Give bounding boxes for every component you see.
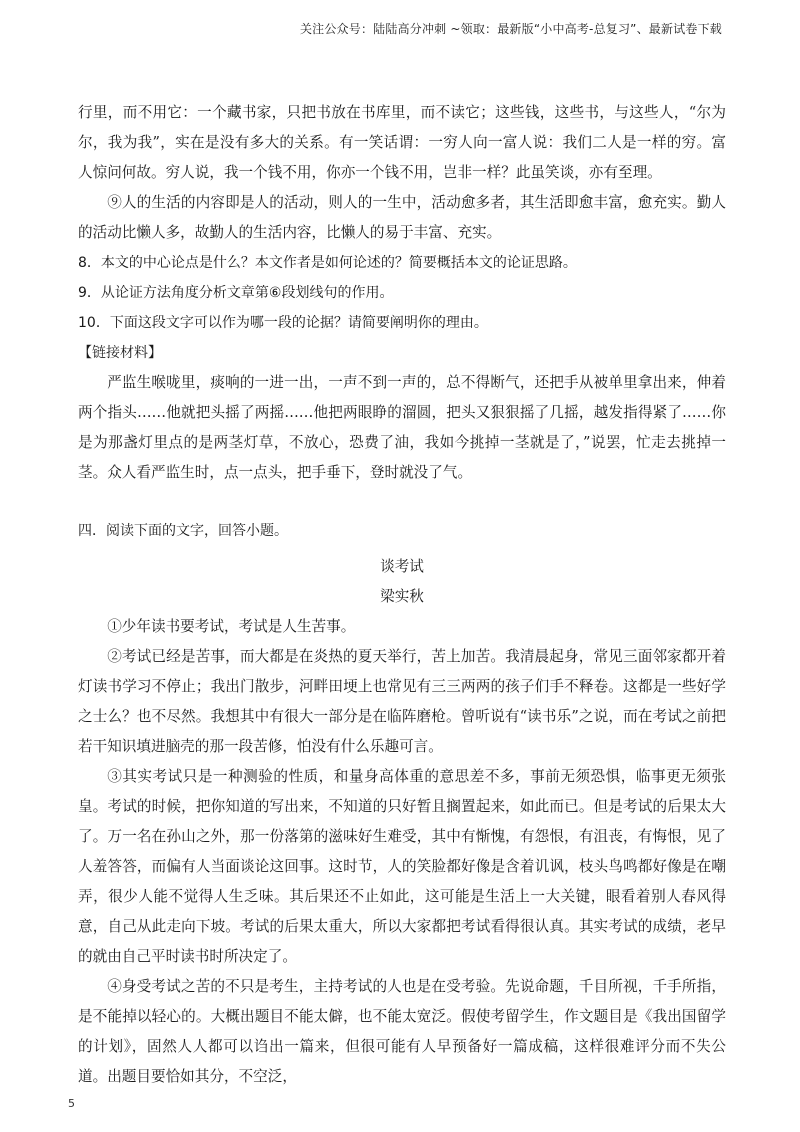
article-author: 梁实秋 <box>380 588 424 605</box>
passage-paragraph-9: ⑨人的生活的内容即是人的活动，则人的一生中，活动愈多者，其生活即愈丰富，愈充实。勤人的活动比懒人多，故勤人的生活内容，比懒人的易于丰富、充实。 <box>78 194 726 241</box>
page-content <box>78 98 726 1092</box>
link-material-text: 严监生喉咙里，痰响的一进一出，一声不到一声的，总不得断气，还把手从被单里拿出来，伸着两个指头……他就把头摇了两摇……他把两眼睁的溜圆，把头又狠狠摇了几摇，越发指得紧了……你是为那盏灯里点的是两茎灯草，不放心，恐费了油，我如今挑掉一茎就是了，”说罢，忙走去挑掉一茎。众人看严监生时，点一点头，把手垂下，登时就没了气。 <box>78 374 726 481</box>
article-title: 谈考试 <box>380 558 424 575</box>
article-paragraph-3: ③其实考试只是一种测验的性质，和量身高体重的意思差不多，事前无须恐惧，临事更无须张皇。考试的时候，把你知道的写出来，不知道的只好暂且搁置起来，如此而已。但是考试的后果太大了。万一名在孙山之外，那一份落第的滋味好生难受，其中有惭愧，有怨恨，有沮丧，有悔恨，见了人羞答答，而偏有人当面谈论这回事。这时节，人的笑脸都好像是含着讥讽，枝头鸟鸣都好像是在嘲弄，很少人能不觉得人生乏味。其后果还不止如此，这可能是生活上一大关键，眼看着别人春风得意，自己从此走向下坡。考试的后果太重大，所以大家都把考试看得很认真。其实考试的成绩，老早的就由自己平时读书时所决定了。 <box>78 768 726 965</box>
section-4-instruction: 四．阅读下面的文字，回答小题。 <box>78 523 288 539</box>
passage-paragraph-8-continued: 行里，而不用它：一个藏书家，只把书放在书库里，而不读它；这些钱，这些书，与这些人，“尔为尔，我为我”，实在是没有多大的关系。有一笑话谓：一穷人向一富人说：我们二人是一样的穷。富人惊问何故。穷人说，我一个钱不用，你亦一个钱不用，岂非一样？此虽笑谈，亦有至理。 <box>78 104 726 181</box>
article-paragraph-2: ②考试已经是苦事，而大都是在炎热的夏天举行，苦上加苦。我清晨起身，常见三面邻家都开着灯读书学习不停止；我出门散步，河畔田埂上也常见有三三两两的孩子们手不释卷。这都是一些好学之士么？也不尽然。我想其中有很大一部分是在临阵磨枪。曾听说有“读书乐”之说，而在考试之前把若干知识填进脑壳的那一段苦修，怕没有什么乐趣可言。 <box>78 648 726 755</box>
link-material-heading: 【链接材料】 <box>78 345 162 361</box>
article-paragraph-4: ④身受考试之苦的不只是考生，主持考试的人也是在受考验。先说命题，千目所视，千手所指，是不能掉以轻心的。大概出题目不能太僻，也不能太宽泛。假使考留学生，作文题目是《我出国留学的计划》，固然人人都可以诌出一篇来，但很可能有人早预备好一篇成稿，这样很难评分而不失公道。出题目要恰如其分，不空泛， <box>78 978 726 1085</box>
page-header: 关注公众号：陆陆高分冲刺 ~领取：最新版“小中高考-总复习”、最新试卷下载 <box>299 22 722 36</box>
question-10: 10．下面这段文字可以作为哪一段的论据？请简要阐明你的理由。 <box>78 315 488 331</box>
article-paragraph-1: ①少年读书要考试，考试是人生苦事。 <box>107 618 356 635</box>
question-9: 9．从论证方法角度分析文章第⑥段划线句的作用。 <box>78 285 394 301</box>
question-8: 8．本文的中心论点是什么？本文作者是如何论述的？简要概括本文的论证思路。 <box>78 255 577 271</box>
page-number: 5 <box>68 1097 75 1110</box>
